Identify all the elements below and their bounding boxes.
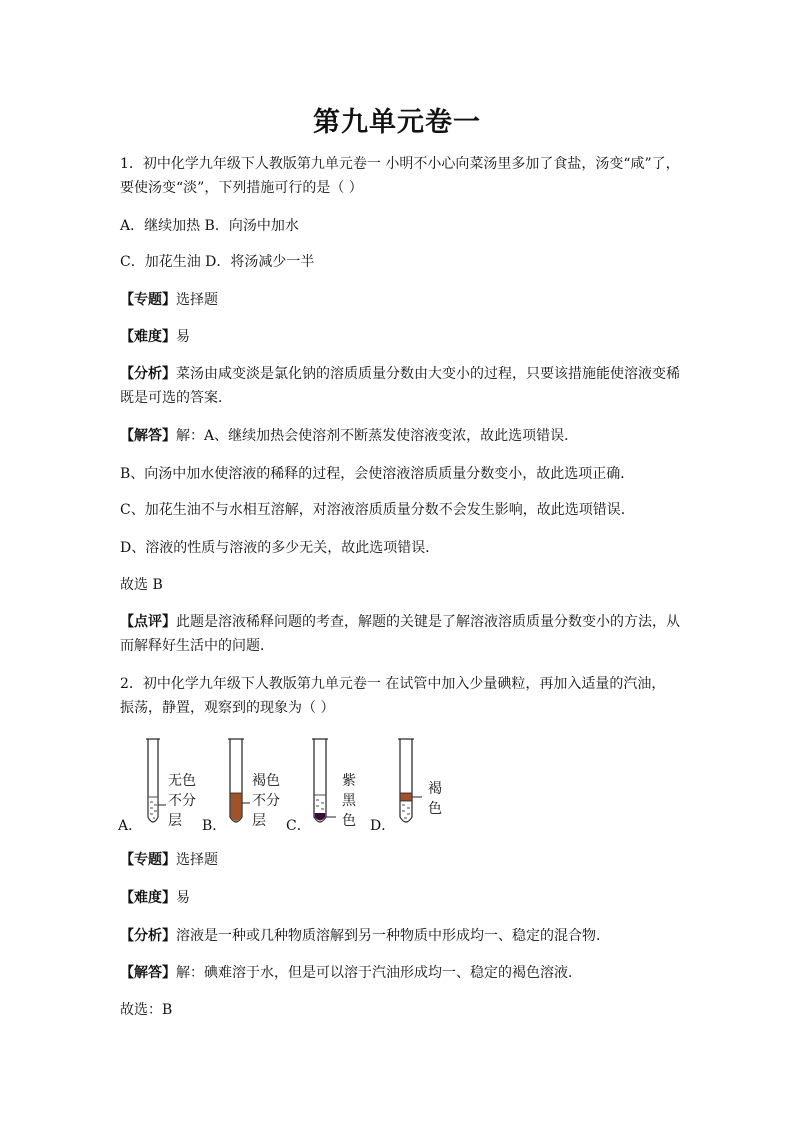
q1-stem-line2: 要使汤变“淡”，下列措施可行的是（ ） [120, 180, 363, 196]
analysis-tag: 【分析】 [120, 928, 176, 944]
analysis-tag: 【分析】 [120, 366, 176, 382]
analysis-text: 菜汤由咸变淡是氯化钠的溶质质量分数由大变小的过程，只要该措施能使溶液变稀 [176, 366, 680, 382]
q1-options-line1: A．继续加热 B．向汤中加水 [120, 218, 299, 234]
difficulty-tag: 【难度】 [120, 890, 176, 906]
q2-topic [120, 848, 690, 872]
q2-stem-line1: 2．初中化学九年级下人教版第九单元卷一 在试管中加入少量碘粒，再加入适量的汽油， [120, 676, 666, 692]
q1-answer-line3: C、加花生油不与水相互溶解，对溶液溶质质量分数不会发生影响，故此选项错误． [120, 502, 635, 518]
q1-topic [120, 288, 690, 312]
answer-text: 解：A、继续加热会使溶剂不断蒸发使溶液变浓，故此选项错误． [176, 428, 579, 444]
option-b-label: B． [202, 818, 227, 834]
answer-tag: 【解答】 [120, 428, 176, 444]
tube-b-label [252, 771, 280, 831]
topic-tag: 【专题】 [120, 852, 176, 868]
option-d-label: D． [370, 818, 396, 834]
q1-choice: 故选 B [120, 577, 163, 593]
q1-options-line2: C．加花生油 D．将汤减少一半 [120, 254, 315, 270]
topic-value: 选择题 [176, 852, 218, 868]
tube-c-label [342, 771, 356, 831]
tube-a-label-line: 层 [168, 813, 182, 829]
topic-tag: 【专题】 [120, 292, 176, 308]
tube-d-label-line: 褐 [428, 781, 442, 797]
q1-answer-line2: B、向汤中加水使溶液的稀释的过程，会使溶液溶质质量分数变小，故此选项正确． [120, 466, 635, 482]
tube-d-label [428, 779, 442, 819]
analysis-text: 溶液是一种或几种物质溶解到另一种物质中形成均一、稳定的混合物． [176, 928, 610, 944]
q1-analysis-line2: 既是可选的答案． [120, 390, 232, 406]
tube-a-label [168, 771, 196, 831]
tube-c-label-line: 黑 [342, 793, 356, 809]
topic-value: 选择题 [176, 292, 218, 308]
q2-analysis [120, 924, 690, 948]
tube-d-label-line: 色 [428, 801, 442, 817]
difficulty-tag: 【难度】 [120, 329, 176, 345]
q1-answer-line4: D、溶液的性质与溶液的多少无关，故此选项错误． [120, 540, 440, 556]
tube-c-label-line: 色 [342, 813, 356, 829]
comment-text: 此题是溶液稀释问题的考查，解题的关键是了解溶液溶质质量分数变小的方法，从 [176, 614, 680, 630]
q2-answer [120, 961, 690, 985]
page-title: 第九单元卷一 [313, 107, 481, 138]
q2-choice: 故选：B [120, 1002, 173, 1018]
q1-answer-line1 [120, 424, 690, 448]
q1-difficulty [120, 325, 690, 349]
q2-difficulty [120, 886, 690, 910]
answer-tag: 【解答】 [120, 965, 176, 981]
difficulty-value: 易 [176, 329, 190, 345]
q1-comment-line1 [120, 610, 690, 634]
tube-b-label-line: 不分 [252, 793, 280, 809]
answer-text: 解：碘难溶于水，但是可以溶于汽油形成均一、稳定的褐色溶液． [176, 965, 582, 981]
q1-stem-line1: 1．初中化学九年级下人教版第九单元卷一 小明不小心向菜汤里多加了食盐，汤变“咸”了， [120, 156, 680, 172]
difficulty-value: 易 [176, 890, 190, 906]
tube-b-label-line: 褐色 [252, 773, 280, 789]
option-c-label: C． [286, 818, 311, 834]
q1-analysis-line1 [120, 362, 690, 386]
tube-d-icon [398, 739, 422, 822]
comment-tag: 【点评】 [120, 614, 176, 630]
q1-comment-line2: 而解释好生活中的问题． [120, 638, 274, 654]
tube-b-icon [228, 739, 250, 822]
tube-c-label-line: 紫 [342, 773, 356, 789]
test-tube-figure [118, 735, 478, 835]
tube-a-label-line: 不分 [168, 793, 196, 809]
q2-stem-line2: 振荡，静置，观察到的现象为（ ） [120, 700, 335, 716]
option-a-label: A． [118, 818, 143, 834]
tube-a-label-line: 无色 [168, 773, 196, 789]
tube-a-icon [146, 739, 166, 822]
tube-b-label-line: 层 [252, 813, 266, 829]
tube-c-icon [312, 739, 336, 822]
